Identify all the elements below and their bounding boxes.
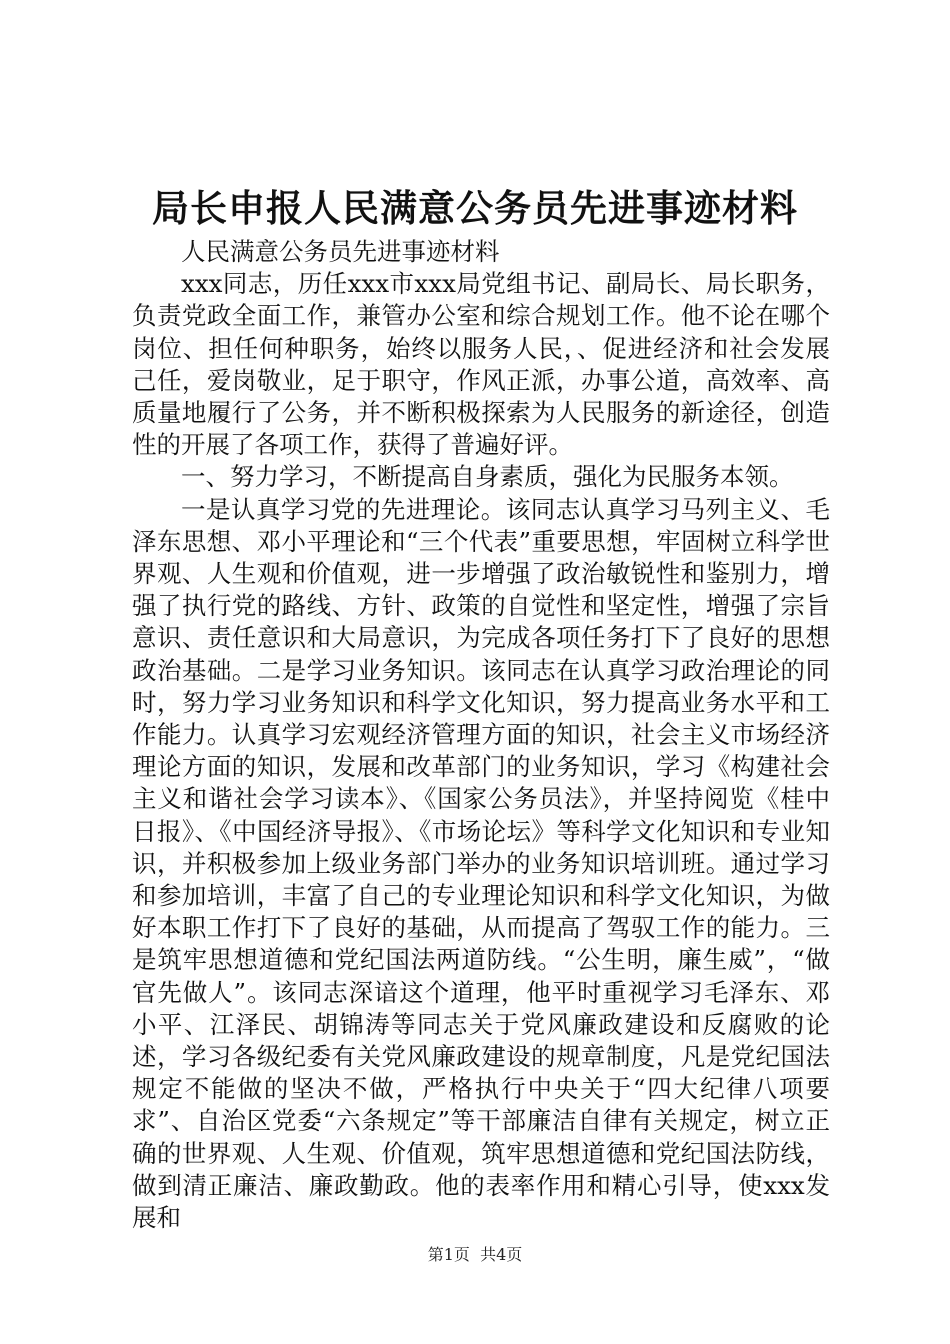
page-number: 第1页 共4页 [427,1245,523,1264]
document-body [132,236,830,1234]
intro-paragraph: xxx同志，历任xxx市xxx局党组书记、副局长、局长职务，负责党政全面工作，兼管办公室和综合规划工作。他不论在哪个岗位、担任何种职务，始终以服务人民，、促进经济和社会发展己任，爱岗敬业，足于职守，作风正派，办事公道，高效率、高质量地履行了公务，并不断积极探索为人民服务的新途径，创造性的开展了各项工作，获得了普遍好评。 [132,269,830,460]
subtitle-paragraph: 人民满意公务员先进事迹材料 [181,237,500,266]
section-paragraph: 一是认真学习党的先进理论。该同志认真学习马列主义、毛泽东思想、邓小平理论和“三个代表”重要思想，牢固树立科学世界观、人生观和价值观，进一步增强了政治敏锐性和鉴别力，增强了执行党的路线、方针、政策的自觉性和坚定性，增强了宗旨意识、责任意识和大局意识，为完成各项任务打下了良好的思想政治基础。二是学习业务知识。该同志在认真学习政治理论的同时，努力学习业务知识和科学文化知识，努力提高业务水平和工作能力。认真学习宏观经济管理方面的知识，社会主义市场经济理论方面的知识，发展和改革部门的业务知识，学习《构建社会主义和谐社会学习读本》、《国家公务员法》，并坚持阅览《桂中日报》、《中国经济导报》、《市场论坛》等科学文化知识和专业知识，并积极参加上级业务部门举办的业务知识培训班。通过学习和参加培训，丰富了自己的专业理论知识和科学文化知识，为做好本职工作打下了良好的基础，从而提高了驾驭工作的能力。三是筑牢思想道德和党纪国法两道防线。“公生明，廉生威”，“做官先做人”。该同志深谙这个道理，他平时重视学习毛泽东、邓小平、江泽民、胡锦涛等同志关于党风廉政建设和反腐败的论述，学习各级纪委有关党风廉政建设的规章制度，凡是党纪国法规定不能做的坚决不做，严格执行中央关于“四大纪律八项要求”、自治区党委“六条规定”等干部廉洁自律有关规定，树立正确的世界观、人生观、价值观，筑牢思想道德和党纪国法防线，做到清正廉洁、廉政勤政。他的表率作用和精心引导，使xxx发展和 [132,494,830,1233]
section-heading: 一、努力学习，不断提高自身素质，强化为民服务本领。 [181,462,794,492]
document-title: 局长申报人民满意公务员先进事迹材料 [152,186,798,230]
page-footer [0,1244,950,1266]
